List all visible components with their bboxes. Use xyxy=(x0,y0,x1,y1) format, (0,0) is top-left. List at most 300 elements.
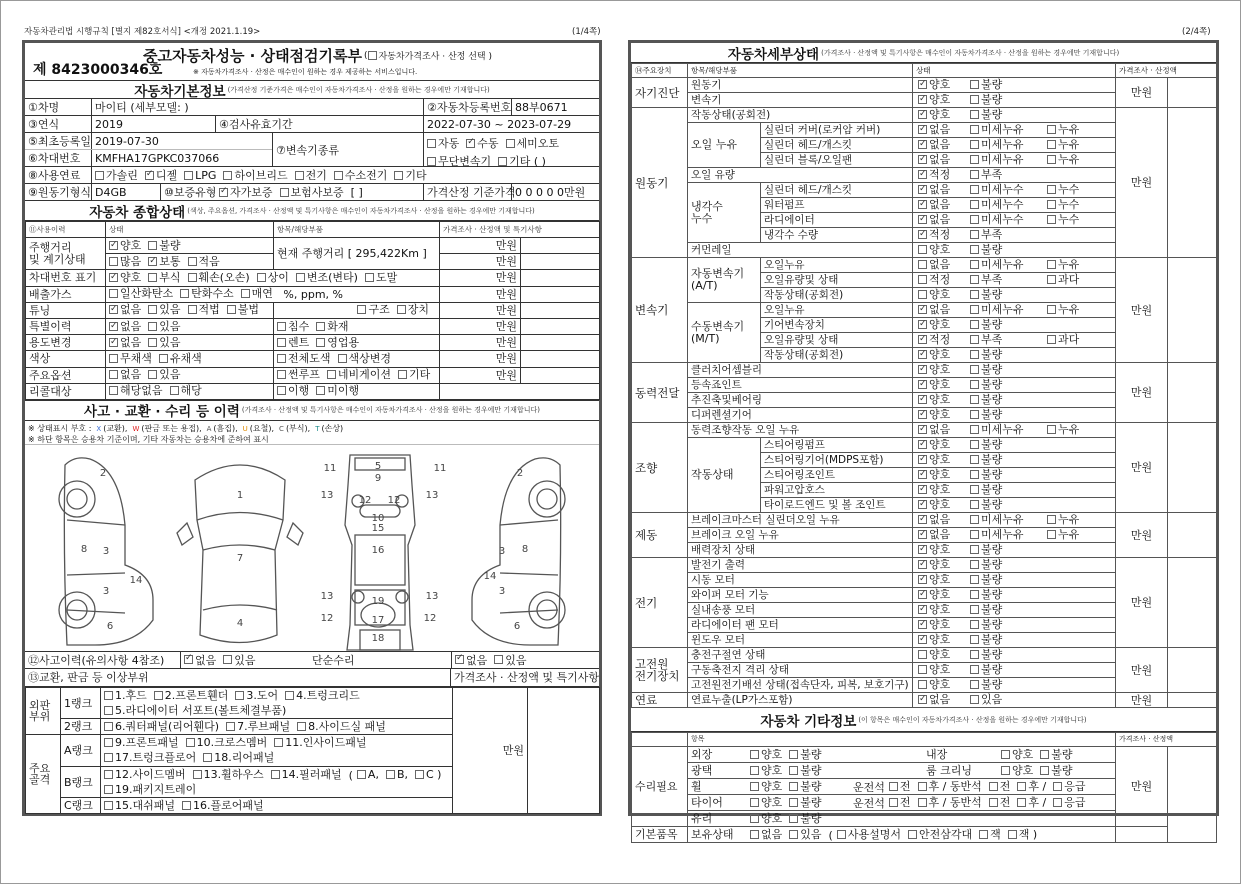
checkbox-option[interactable] xyxy=(970,213,1040,226)
checkbox-option[interactable] xyxy=(368,49,492,62)
checkbox-option[interactable] xyxy=(918,558,963,571)
checkbox-option[interactable] xyxy=(908,828,972,841)
checkbox[interactable] xyxy=(297,722,306,731)
checkbox-option[interactable] xyxy=(277,336,309,349)
checkbox-option[interactable] xyxy=(1047,153,1079,166)
checkbox-option[interactable] xyxy=(970,573,1040,586)
checkbox[interactable] xyxy=(494,655,503,664)
checkbox[interactable] xyxy=(280,188,289,197)
checkbox-option[interactable] xyxy=(918,633,963,646)
checkbox[interactable] xyxy=(918,125,927,134)
checkbox-option[interactable] xyxy=(1047,213,1079,226)
checkbox[interactable] xyxy=(188,273,197,282)
checkbox-option[interactable] xyxy=(297,720,386,733)
checkbox[interactable] xyxy=(1001,750,1010,759)
checkbox[interactable] xyxy=(148,370,157,379)
checkbox-option[interactable] xyxy=(104,720,219,733)
checkbox[interactable] xyxy=(918,485,927,494)
checkbox-option[interactable] xyxy=(970,78,1040,91)
checkbox-option[interactable] xyxy=(918,378,963,391)
checkbox[interactable] xyxy=(970,185,979,194)
checkbox[interactable] xyxy=(1008,830,1017,839)
checkbox-option[interactable] xyxy=(789,828,821,841)
checkbox[interactable] xyxy=(970,590,979,599)
checkbox-option[interactable] xyxy=(970,588,1040,601)
checkbox[interactable] xyxy=(918,305,927,314)
checkbox-option[interactable] xyxy=(918,438,963,451)
checkbox[interactable] xyxy=(109,257,118,266)
checkbox[interactable] xyxy=(918,500,927,509)
checkbox[interactable] xyxy=(285,691,294,700)
checkbox[interactable] xyxy=(277,354,286,363)
checkbox-option[interactable] xyxy=(219,184,273,200)
checkbox-option[interactable] xyxy=(1047,423,1079,436)
checkbox-option[interactable] xyxy=(1053,780,1085,793)
checkbox-option[interactable] xyxy=(227,303,259,316)
checkbox[interactable] xyxy=(918,620,927,629)
checkbox-option[interactable] xyxy=(109,384,163,397)
checkbox-option[interactable] xyxy=(148,239,180,252)
checkbox-option[interactable] xyxy=(750,764,782,777)
checkbox[interactable] xyxy=(316,338,325,347)
checkbox-option[interactable] xyxy=(316,384,359,397)
checkbox-option[interactable] xyxy=(398,368,430,381)
checkbox-option[interactable] xyxy=(970,183,1040,196)
checkbox[interactable] xyxy=(277,370,286,379)
checkbox-option[interactable] xyxy=(789,764,821,777)
checkbox-option[interactable] xyxy=(918,318,963,331)
checkbox[interactable] xyxy=(188,257,197,266)
checkbox[interactable] xyxy=(1053,798,1062,807)
checkbox[interactable] xyxy=(394,171,403,180)
checkbox[interactable] xyxy=(970,410,979,419)
checkbox[interactable] xyxy=(104,785,113,794)
checkbox[interactable] xyxy=(219,188,228,197)
checkbox[interactable] xyxy=(750,766,759,775)
checkbox-option[interactable] xyxy=(918,138,963,151)
checkbox[interactable] xyxy=(970,500,979,509)
checkbox[interactable] xyxy=(979,830,988,839)
checkbox-option[interactable] xyxy=(918,168,963,181)
checkbox[interactable] xyxy=(970,365,979,374)
checkbox-option[interactable] xyxy=(285,689,360,702)
checkbox[interactable] xyxy=(104,801,113,810)
checkbox[interactable] xyxy=(277,338,286,347)
checkbox-option[interactable] xyxy=(918,423,963,436)
checkbox-option[interactable] xyxy=(109,303,141,316)
checkbox[interactable] xyxy=(750,750,759,759)
checkbox-option[interactable] xyxy=(182,799,264,812)
checkbox-option[interactable] xyxy=(918,363,963,376)
checkbox[interactable] xyxy=(970,200,979,209)
checkbox[interactable] xyxy=(750,814,759,823)
checkbox[interactable] xyxy=(970,245,979,254)
checkbox[interactable] xyxy=(316,322,325,331)
checkbox[interactable] xyxy=(970,95,979,104)
checkbox-option[interactable] xyxy=(918,408,963,421)
checkbox[interactable] xyxy=(1047,275,1056,284)
checkbox[interactable] xyxy=(918,650,927,659)
checkbox[interactable] xyxy=(970,335,979,344)
checkbox[interactable] xyxy=(918,140,927,149)
checkbox[interactable] xyxy=(970,320,979,329)
checkbox[interactable] xyxy=(970,230,979,239)
checkbox-option[interactable] xyxy=(970,378,1040,391)
checkbox[interactable] xyxy=(154,691,163,700)
checkbox-option[interactable] xyxy=(188,271,250,284)
checkbox-option[interactable] xyxy=(750,828,782,841)
checkbox[interactable] xyxy=(193,770,202,779)
checkbox[interactable] xyxy=(148,305,157,314)
checkbox-option[interactable] xyxy=(918,333,963,346)
checkbox[interactable] xyxy=(1047,260,1056,269)
checkbox-option[interactable] xyxy=(1047,513,1079,526)
checkbox-option[interactable] xyxy=(918,483,963,496)
checkbox-option[interactable] xyxy=(918,678,963,691)
checkbox[interactable] xyxy=(427,157,436,166)
checkbox-option[interactable] xyxy=(494,652,526,668)
checkbox[interactable] xyxy=(918,365,927,374)
checkbox-option[interactable] xyxy=(970,678,1040,691)
checkbox-option[interactable] xyxy=(180,287,234,300)
checkbox-option[interactable] xyxy=(750,780,782,793)
checkbox[interactable] xyxy=(95,171,104,180)
checkbox-option[interactable] xyxy=(277,352,331,365)
checkbox-option[interactable] xyxy=(970,648,1040,661)
checkbox[interactable] xyxy=(789,798,798,807)
checkbox[interactable] xyxy=(1047,185,1056,194)
checkbox-option[interactable] xyxy=(970,528,1040,541)
checkbox[interactable] xyxy=(918,425,927,434)
checkbox-option[interactable] xyxy=(109,271,141,284)
checkbox-option[interactable] xyxy=(989,780,1011,793)
checkbox-option[interactable] xyxy=(837,828,901,841)
checkbox[interactable] xyxy=(918,335,927,344)
checkbox[interactable] xyxy=(970,560,979,569)
checkbox-option[interactable] xyxy=(970,318,1040,331)
checkbox-option[interactable] xyxy=(1047,273,1079,286)
checkbox[interactable] xyxy=(750,798,759,807)
checkbox-option[interactable] xyxy=(970,633,1040,646)
checkbox-option[interactable] xyxy=(970,93,1040,106)
checkbox-option[interactable] xyxy=(979,828,1001,841)
checkbox[interactable] xyxy=(109,386,118,395)
checkbox[interactable] xyxy=(1017,798,1026,807)
checkbox-option[interactable] xyxy=(918,543,963,556)
checkbox-option[interactable] xyxy=(970,228,1040,241)
checkbox-option[interactable] xyxy=(789,780,821,793)
checkbox-option[interactable] xyxy=(789,796,821,809)
checkbox-option[interactable] xyxy=(970,408,1040,421)
checkbox-option[interactable] xyxy=(970,558,1040,571)
checkbox[interactable] xyxy=(789,814,798,823)
checkbox-option[interactable] xyxy=(918,588,963,601)
checkbox-option[interactable] xyxy=(109,239,141,252)
checkbox-option[interactable] xyxy=(104,736,179,749)
checkbox-option[interactable] xyxy=(989,796,1011,809)
checkbox[interactable] xyxy=(970,215,979,224)
checkbox-option[interactable] xyxy=(1017,796,1046,809)
checkbox-option[interactable] xyxy=(455,652,487,668)
checkbox-option[interactable] xyxy=(918,780,982,793)
checkbox-option[interactable] xyxy=(316,320,348,333)
checkbox[interactable] xyxy=(918,110,927,119)
checkbox[interactable] xyxy=(918,782,927,791)
checkbox-option[interactable] xyxy=(415,768,441,781)
checkbox[interactable] xyxy=(455,655,464,664)
checkbox-option[interactable] xyxy=(1040,748,1072,761)
checkbox-option[interactable] xyxy=(148,336,180,349)
checkbox-option[interactable] xyxy=(970,303,1040,316)
checkbox-option[interactable] xyxy=(1017,780,1046,793)
checkbox[interactable] xyxy=(104,738,113,747)
checkbox[interactable] xyxy=(970,155,979,164)
checkbox[interactable] xyxy=(1047,305,1056,314)
checkbox[interactable] xyxy=(241,289,250,298)
checkbox[interactable] xyxy=(148,322,157,331)
checkbox[interactable] xyxy=(970,545,979,554)
checkbox[interactable] xyxy=(277,386,286,395)
checkbox[interactable] xyxy=(970,695,979,704)
checkbox[interactable] xyxy=(918,665,927,674)
checkbox[interactable] xyxy=(334,171,343,180)
checkbox[interactable] xyxy=(274,738,283,747)
checkbox-option[interactable] xyxy=(193,768,264,781)
checkbox-option[interactable] xyxy=(970,153,1040,166)
checkbox-option[interactable] xyxy=(918,603,963,616)
checkbox-option[interactable] xyxy=(918,393,963,406)
checkbox-option[interactable] xyxy=(148,368,180,381)
checkbox[interactable] xyxy=(109,338,118,347)
checkbox[interactable] xyxy=(918,185,927,194)
checkbox[interactable] xyxy=(918,155,927,164)
checkbox-option[interactable] xyxy=(789,812,821,825)
checkbox-option[interactable] xyxy=(750,748,782,761)
checkbox-option[interactable] xyxy=(970,438,1040,451)
checkbox-option[interactable] xyxy=(970,138,1040,151)
checkbox-option[interactable] xyxy=(970,513,1040,526)
checkbox[interactable] xyxy=(918,200,927,209)
checkbox[interactable] xyxy=(918,95,927,104)
checkbox[interactable] xyxy=(989,782,998,791)
checkbox-option[interactable] xyxy=(109,368,141,381)
checkbox-option[interactable] xyxy=(170,384,202,397)
checkbox-option[interactable] xyxy=(970,543,1040,556)
checkbox[interactable] xyxy=(970,650,979,659)
checkbox[interactable] xyxy=(918,605,927,614)
checkbox[interactable] xyxy=(148,338,157,347)
checkbox-option[interactable] xyxy=(506,135,560,151)
checkbox[interactable] xyxy=(271,770,280,779)
checkbox[interactable] xyxy=(970,290,979,299)
checkbox[interactable] xyxy=(186,738,195,747)
checkbox-option[interactable] xyxy=(271,768,342,781)
checkbox[interactable] xyxy=(837,830,846,839)
checkbox[interactable] xyxy=(316,386,325,395)
checkbox-option[interactable] xyxy=(918,498,963,511)
checkbox[interactable] xyxy=(498,157,507,166)
checkbox[interactable] xyxy=(148,273,157,282)
checkbox[interactable] xyxy=(918,215,927,224)
checkbox[interactable] xyxy=(1040,766,1049,775)
checkbox[interactable] xyxy=(184,655,193,664)
checkbox-option[interactable] xyxy=(970,618,1040,631)
checkbox-option[interactable] xyxy=(159,352,202,365)
checkbox[interactable] xyxy=(970,455,979,464)
checkbox[interactable] xyxy=(918,530,927,539)
checkbox[interactable] xyxy=(257,273,266,282)
checkbox-option[interactable] xyxy=(316,336,359,349)
checkbox[interactable] xyxy=(970,605,979,614)
checkbox-option[interactable] xyxy=(970,663,1040,676)
checkbox-option[interactable] xyxy=(970,288,1040,301)
checkbox[interactable] xyxy=(109,354,118,363)
checkbox[interactable] xyxy=(918,515,927,524)
checkbox[interactable] xyxy=(918,410,927,419)
checkbox-option[interactable] xyxy=(277,368,320,381)
checkbox[interactable] xyxy=(182,801,191,810)
checkbox-option[interactable] xyxy=(970,333,1040,346)
checkbox-option[interactable] xyxy=(918,663,963,676)
checkbox-option[interactable] xyxy=(1008,828,1037,841)
checkbox[interactable] xyxy=(970,395,979,404)
checkbox-option[interactable] xyxy=(918,453,963,466)
checkbox[interactable] xyxy=(427,139,436,148)
checkbox[interactable] xyxy=(227,305,236,314)
checkbox[interactable] xyxy=(789,782,798,791)
checkbox-option[interactable] xyxy=(1047,123,1079,136)
checkbox[interactable] xyxy=(970,440,979,449)
checkbox[interactable] xyxy=(918,470,927,479)
checkbox-option[interactable] xyxy=(918,528,963,541)
checkbox-option[interactable] xyxy=(109,287,173,300)
checkbox[interactable] xyxy=(109,273,118,282)
checkbox-option[interactable] xyxy=(223,167,287,183)
checkbox[interactable] xyxy=(365,273,374,282)
checkbox-option[interactable] xyxy=(918,228,963,241)
checkbox[interactable] xyxy=(970,275,979,284)
checkbox[interactable] xyxy=(357,770,366,779)
checkbox-option[interactable] xyxy=(750,812,782,825)
checkbox-option[interactable] xyxy=(104,704,286,717)
checkbox[interactable] xyxy=(1047,200,1056,209)
checkbox[interactable] xyxy=(296,273,305,282)
checkbox[interactable] xyxy=(148,257,157,266)
checkbox[interactable] xyxy=(970,620,979,629)
checkbox-option[interactable] xyxy=(970,198,1040,211)
checkbox[interactable] xyxy=(970,575,979,584)
checkbox[interactable] xyxy=(970,485,979,494)
checkbox-option[interactable] xyxy=(918,198,963,211)
checkbox[interactable] xyxy=(109,241,118,250)
checkbox-option[interactable] xyxy=(1001,764,1033,777)
checkbox[interactable] xyxy=(789,830,798,839)
checkbox[interactable] xyxy=(104,691,113,700)
checkbox[interactable] xyxy=(109,370,118,379)
checkbox-option[interactable] xyxy=(188,303,220,316)
checkbox[interactable] xyxy=(327,370,336,379)
checkbox[interactable] xyxy=(970,635,979,644)
checkbox[interactable] xyxy=(918,380,927,389)
checkbox-option[interactable] xyxy=(104,783,196,796)
checkbox-option[interactable] xyxy=(397,303,429,316)
checkbox-option[interactable] xyxy=(970,363,1040,376)
checkbox[interactable] xyxy=(989,798,998,807)
checkbox-option[interactable] xyxy=(357,303,389,316)
checkbox-option[interactable] xyxy=(427,135,459,151)
checkbox-option[interactable] xyxy=(104,689,147,702)
checkbox[interactable] xyxy=(970,665,979,674)
checkbox[interactable] xyxy=(918,320,927,329)
checkbox[interactable] xyxy=(1001,766,1010,775)
checkbox[interactable] xyxy=(789,750,798,759)
checkbox[interactable] xyxy=(750,830,759,839)
checkbox-option[interactable] xyxy=(109,336,141,349)
checkbox[interactable] xyxy=(1047,530,1056,539)
checkbox-option[interactable] xyxy=(750,796,782,809)
checkbox[interactable] xyxy=(970,470,979,479)
checkbox[interactable] xyxy=(918,798,927,807)
checkbox[interactable] xyxy=(970,380,979,389)
checkbox-option[interactable] xyxy=(327,368,391,381)
checkbox[interactable] xyxy=(357,305,366,314)
checkbox[interactable] xyxy=(104,706,113,715)
checkbox-option[interactable] xyxy=(394,167,426,183)
checkbox[interactable] xyxy=(970,530,979,539)
checkbox-option[interactable] xyxy=(184,169,216,182)
checkbox-option[interactable] xyxy=(277,320,309,333)
checkbox[interactable] xyxy=(970,515,979,524)
checkbox-option[interactable] xyxy=(334,167,388,183)
checkbox[interactable] xyxy=(338,354,347,363)
checkbox[interactable] xyxy=(104,753,113,762)
checkbox-option[interactable] xyxy=(145,167,177,183)
checkbox-option[interactable] xyxy=(970,468,1040,481)
checkbox-option[interactable] xyxy=(970,273,1040,286)
checkbox-option[interactable] xyxy=(280,184,344,200)
checkbox-option[interactable] xyxy=(970,243,1040,256)
checkbox-option[interactable] xyxy=(148,255,180,268)
checkbox[interactable] xyxy=(918,170,927,179)
checkbox[interactable] xyxy=(1047,155,1056,164)
checkbox[interactable] xyxy=(918,575,927,584)
checkbox[interactable] xyxy=(970,305,979,314)
checkbox-option[interactable] xyxy=(970,693,1040,706)
checkbox-option[interactable] xyxy=(918,303,963,316)
checkbox[interactable] xyxy=(970,110,979,119)
checkbox[interactable] xyxy=(970,170,979,179)
checkbox-option[interactable] xyxy=(226,720,290,733)
checkbox-option[interactable] xyxy=(918,288,963,301)
checkbox[interactable] xyxy=(277,322,286,331)
checkbox[interactable] xyxy=(386,770,395,779)
checkbox[interactable] xyxy=(918,635,927,644)
checkbox[interactable] xyxy=(415,770,424,779)
checkbox[interactable] xyxy=(104,722,113,731)
checkbox-option[interactable] xyxy=(918,796,982,809)
checkbox[interactable] xyxy=(398,370,407,379)
checkbox[interactable] xyxy=(170,386,179,395)
checkbox-option[interactable] xyxy=(466,135,498,151)
checkbox-option[interactable] xyxy=(970,123,1040,136)
checkbox[interactable] xyxy=(109,305,118,314)
checkbox[interactable] xyxy=(203,753,212,762)
checkbox-option[interactable] xyxy=(918,273,963,286)
checkbox[interactable] xyxy=(789,766,798,775)
checkbox[interactable] xyxy=(918,695,927,704)
checkbox[interactable] xyxy=(104,770,113,779)
price-option-checkbox[interactable] xyxy=(368,49,499,63)
